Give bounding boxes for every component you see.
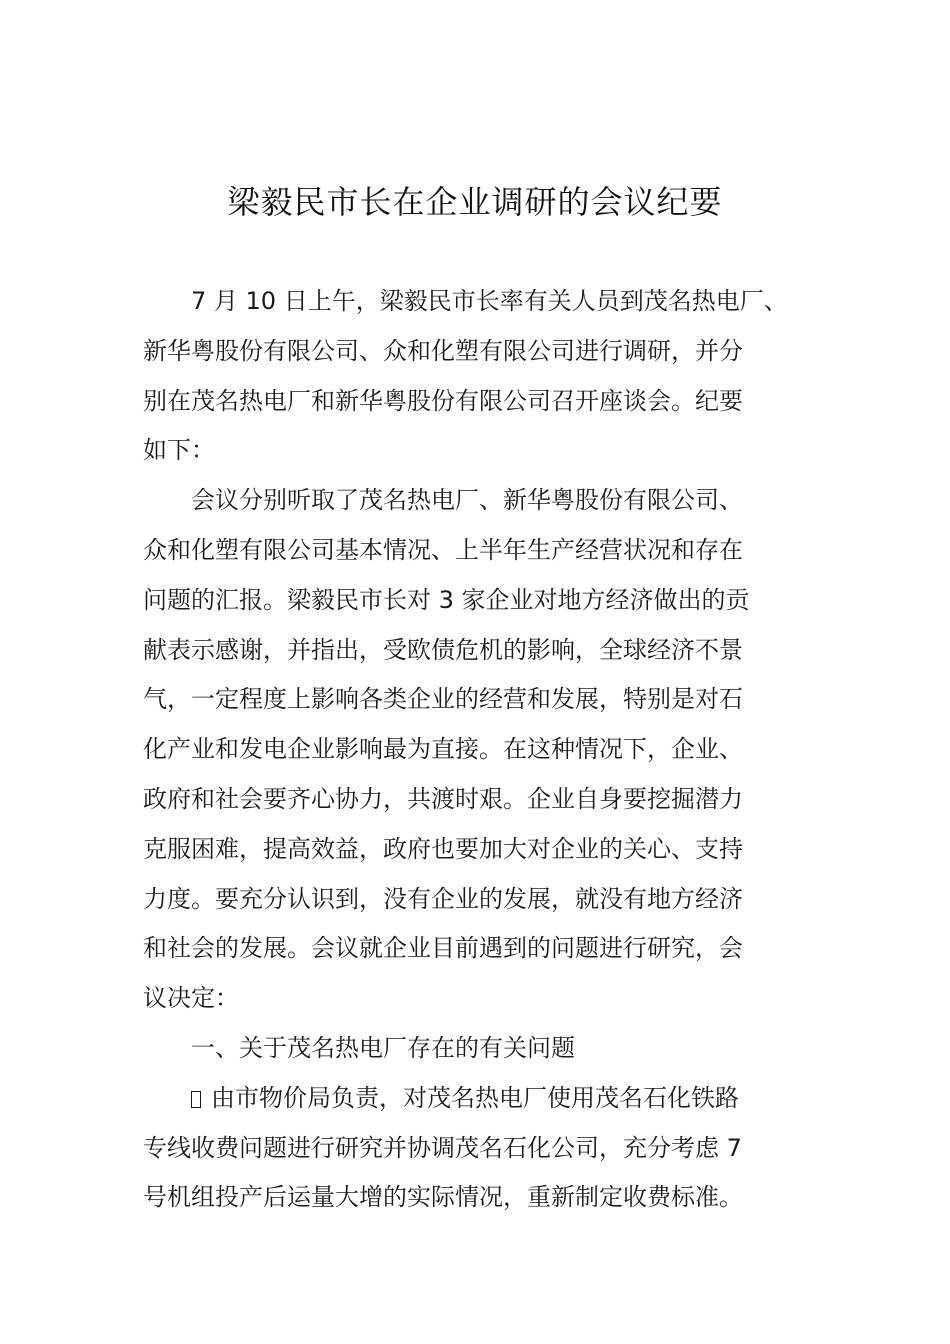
paragraph-line: 别在茂名热电厂和新华粤股份有限公司召开座谈会。纪要 [143,386,743,415]
paragraph-line: 和社会的发展。会议就企业目前遇到的问题进行研究，会 [143,934,743,963]
paragraph-line: 克服困难，提高效益，政府也要加大对企业的关心、支持 [143,834,743,863]
paragraph-line: 如下： [143,436,215,465]
paragraph-line: 新华粤股份有限公司、众和化塑有限公司进行调研，并分 [143,336,743,365]
paragraph-line: 问题的汇报。梁毅民市长对 3 家企业对地方经济做出的贡 [143,585,750,614]
list-item-line [143,1074,815,1124]
paragraph-line: 政府和社会要齐心协力，共渡时艰。企业自身要挖掘潜力 [143,784,743,813]
document-title: 梁毅民市长在企业调研的会议纪要 [227,183,723,221]
list-item-text: 由市物价局负责，对茂名热电厂使用茂名石化铁路 [211,1083,739,1112]
document-body [143,277,815,1223]
paragraph-line: 众和化塑有限公司基本情况、上半年生产经营状况和存在 [143,535,743,564]
paragraph-line: 献表示感谢，并指出，受欧债危机的影响，全球经济不景 [143,635,743,664]
paragraph-line: 气，一定程度上影响各类企业的经营和发展，特别是对石 [143,685,743,714]
section-heading: 一、关于茂名热电厂存在的有关问题 [191,1033,575,1062]
missing-glyph-bullet-icon [191,1091,201,1108]
paragraph-line: 号机组投产后运量大增的实际情况，重新制定收费标准。 [143,1183,743,1212]
paragraph-line: 化产业和发电企业影响最为直接。在这种情况下，企业、 [143,735,743,764]
paragraph-line: 专线收费问题进行研究并协调茂名石化公司，充分考虑 7 [143,1133,742,1162]
paragraph-line: 7 月 10 日上午，梁毅民市长率有关人员到茂名热电厂、 [191,287,788,315]
paragraph-line: 力度。要充分认识到，没有企业的发展，就没有地方经济 [143,884,743,913]
paragraph-line: 议决定： [143,984,239,1013]
paragraph-line: 会议分别听取了茂名热电厂、新华粤股份有限公司、 [191,486,743,515]
